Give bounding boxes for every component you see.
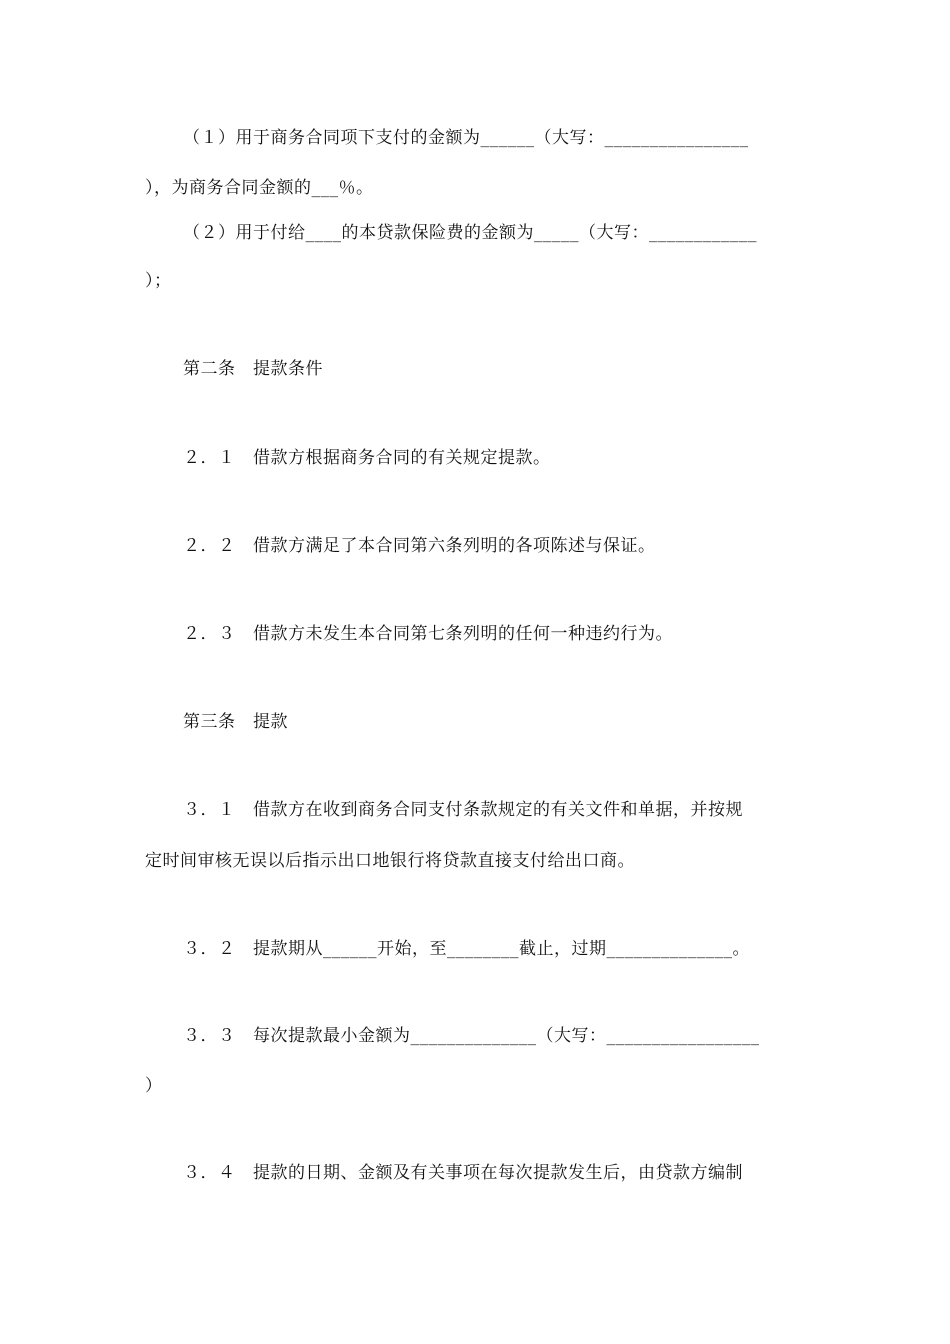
clause-2-2: ２．２ 借款方满足了本合同第六条列明的各项陈述与保证。 (183, 536, 656, 556)
clause-3-1-line-2: 定时间审核无误以后指示出口地银行将贷款直接支付给出口商。 (145, 851, 635, 871)
paragraph-2-line-2: ）； (145, 271, 172, 291)
clause-3-3-line-1: ３．３ 每次提款最小金额为______________（大写：_________________ (183, 1026, 760, 1046)
paragraph-2-line-1: （２）用于付给____的本贷款保险费的金额为_____（大写：____________ (183, 223, 757, 243)
clause-3-2: ３．２ 提款期从______开始，至________截止，过期______________。 (183, 939, 750, 959)
section-heading-2: 第二条 提款条件 (183, 359, 323, 379)
clause-2-3: ２．３ 借款方未发生本合同第七条列明的任何一种违约行为。 (183, 624, 673, 644)
paragraph-1-line-2: ），为商务合同金额的___％。 (145, 178, 374, 198)
clause-2-1: ２．１ 借款方根据商务合同的有关规定提款。 (183, 448, 551, 468)
section-heading-3: 第三条 提款 (183, 712, 288, 732)
clause-3-3-line-2: ） (145, 1076, 163, 1096)
clause-3-4-line-1: ３．４ 提款的日期、金额及有关事项在每次提款发生后，由贷款方编制 (183, 1163, 743, 1183)
clause-3-1-line-1: ３．１ 借款方在收到商务合同支付条款规定的有关文件和单据，并按规 (183, 800, 743, 820)
paragraph-1-line-1: （１）用于商务合同项下支付的金额为______（大写：________________ (183, 128, 749, 148)
